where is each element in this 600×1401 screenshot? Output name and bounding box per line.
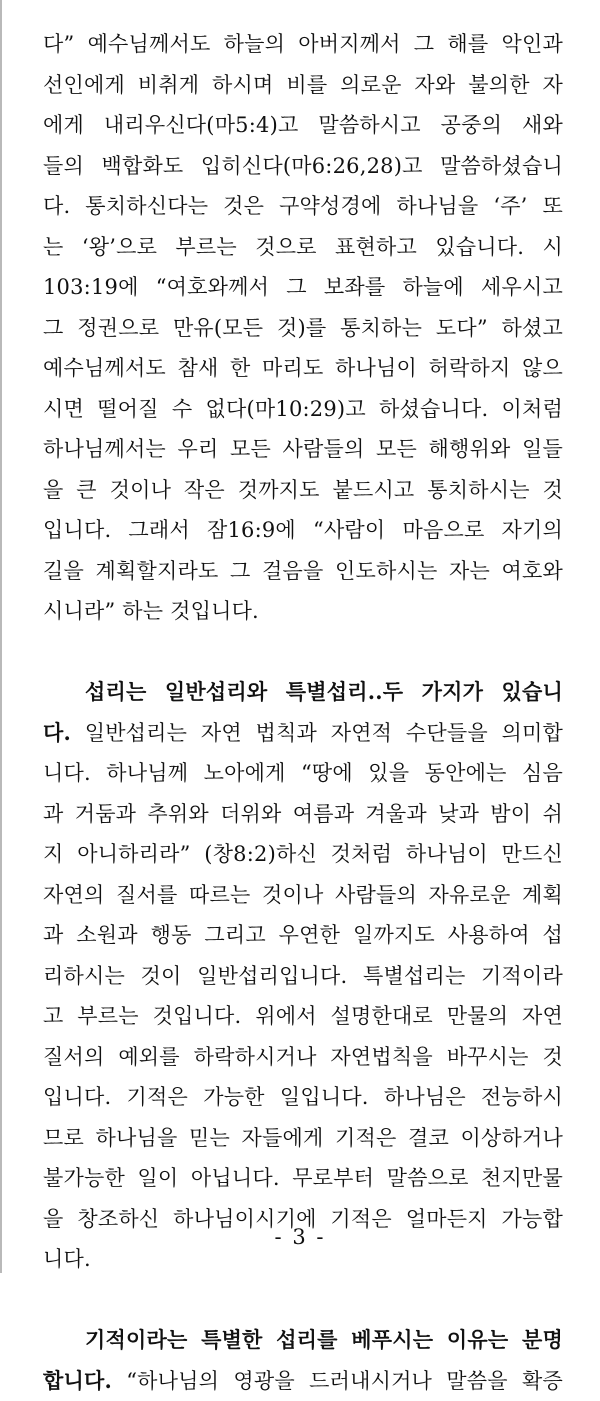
text-run: 일반섭리는 자연 법칙과 자연적 수단들을 의미합 — [71, 721, 563, 745]
bold-lead-sentence: 섭리는 일반섭리와 특별섭리..두 가지가 있습니 — [85, 679, 563, 704]
text-line: 는 ‘왕’으로 부르는 것으로 표현하고 있습니다. 시 — [43, 227, 563, 268]
text-line: 을 창조하신 하나님이시기에 기적은 얼마든지 가능합 — [43, 1199, 563, 1240]
paragraph-providence-governance — [43, 24, 563, 632]
text-line: 예수님께서도 참새 한 마리도 하나님이 허락하지 않으 — [43, 348, 563, 389]
text-line: 길을 계획할지라도 그 걸음을 인도하시는 자는 여호와 — [43, 551, 563, 592]
page-left-border — [0, 0, 2, 1273]
text-line: 시니라” 하는 것입니다. — [43, 591, 563, 632]
text-line: 리하시는 것이 일반섭리입니다. 특별섭리는 기적이라 — [43, 956, 563, 997]
text-line: 입니다. 그래서 잠16:9에 “사람이 마음으로 자기의 — [43, 510, 563, 551]
paragraph-general-special-providence — [43, 672, 563, 1280]
text-line: 선인에게 비취게 하시며 비를 의로운 자와 불의한 자 — [43, 65, 563, 106]
text-line: 을 큰 것이나 작은 것까지도 붙드시고 통치하시는 것 — [43, 470, 563, 511]
text-line: 과 거둠과 추위와 더위와 여름과 겨울과 낮과 밤이 쉬 — [43, 794, 563, 835]
text-line: 불가능한 일이 아닙니다. 무로부터 말씀으로 천지만물 — [43, 1158, 563, 1199]
bold-lead-end: 다. — [43, 720, 71, 745]
text-line: 하나님께서는 우리 모든 사람들의 모든 해행위와 일들 — [43, 429, 563, 470]
bold-lead-sentence: 기적이라는 특별한 섭리를 베푸시는 이유는 분명 — [85, 1327, 563, 1352]
text-line: 질서의 예외를 하락하시거나 자연법칙을 바꾸시는 것 — [43, 1037, 563, 1078]
paragraph-spacer — [43, 632, 563, 673]
text-line: 과 소원과 행동 그리고 우연한 일까지도 사용하여 섭 — [43, 915, 563, 956]
text-line: 입니다. 기적은 가능한 일입니다. 하나님은 전능하시 — [43, 1077, 563, 1118]
paragraph-purpose-of-miracles — [43, 1320, 563, 1401]
text-line: 다” 예수님께서도 하늘의 아버지께서 그 해를 악인과 — [43, 24, 563, 65]
text-line: 고 부르는 것입니다. 위에서 설명한대로 만물의 자연 — [43, 996, 563, 1037]
text-line: 시면 떨어질 수 없다(마10:29)고 하셨습니다. 이처럼 — [43, 389, 563, 430]
text-line: 103:19에 “여호와께서 그 보좌를 하늘에 세우시고 — [43, 267, 563, 308]
text-line: 그 정권으로 만유(모든 것)를 통치하는 도다” 하셨고 — [43, 308, 563, 349]
text-line: 에게 내리우신다(마5:4)고 말씀하시고 공중의 새와 — [43, 105, 563, 146]
text-line: 자연의 질서를 따르는 것이나 사람들의 자유로운 계획 — [43, 875, 563, 916]
text-line: 다. 통치하신다는 것은 구약성경에 하나님을 ‘주’ 또 — [43, 186, 563, 227]
bold-lead-end: 합니다. — [43, 1368, 112, 1393]
paragraph-spacer — [43, 1280, 563, 1321]
text-line — [43, 713, 563, 754]
document-body — [43, 24, 563, 1401]
text-line: 니다. — [43, 1239, 563, 1280]
text-line-bold — [43, 1320, 563, 1361]
text-line: 들의 백합화도 입히신다(마6:26,28)고 말씀하셨습니 — [43, 146, 563, 187]
text-line: 므로 하나님을 믿는 자들에게 기적은 결코 이상하거나 — [43, 1118, 563, 1159]
text-line-bold — [43, 672, 563, 713]
page-number: - 3 - — [0, 1222, 600, 1252]
text-line: 니다. 하나님께 노아에게 “땅에 있을 동안에는 심음 — [43, 753, 563, 794]
text-line — [43, 1361, 563, 1401]
text-run: “하나님의 영광을 드러내시거나 말씀을 확증 — [112, 1369, 563, 1393]
text-line: 지 아니하리라” (창8:2)하신 것처럼 하나님이 만드신 — [43, 834, 563, 875]
